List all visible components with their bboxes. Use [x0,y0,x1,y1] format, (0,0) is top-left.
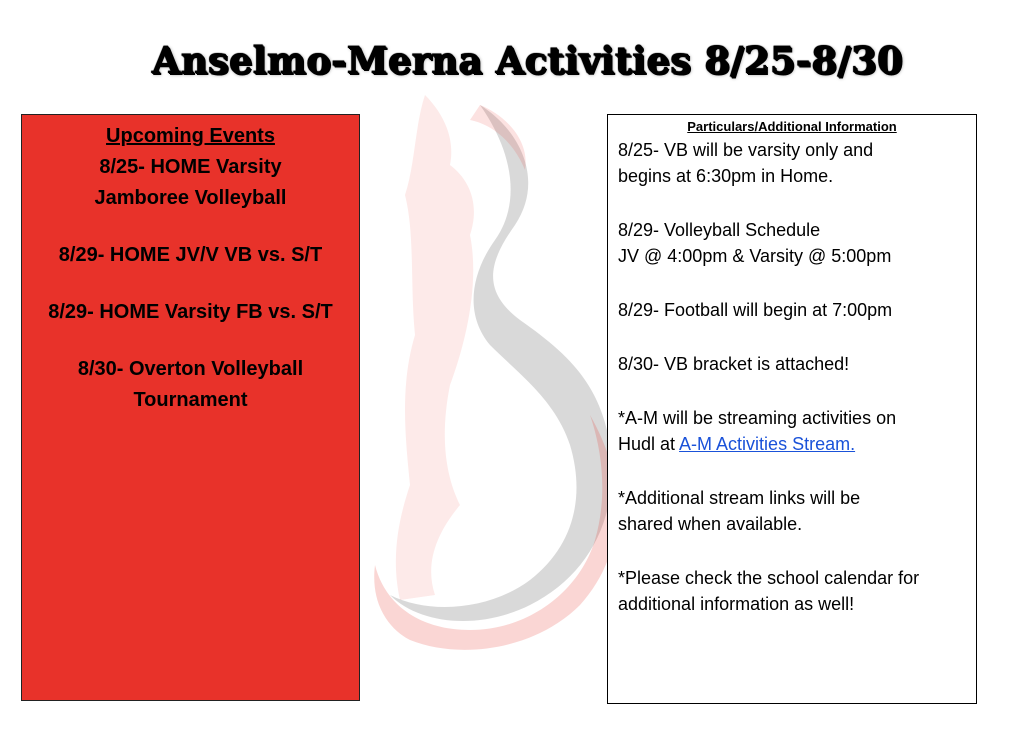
info-line: JV @ 4:00pm & Varsity @ 5:00pm [618,246,892,266]
info-line: shared when available. [618,514,803,534]
info-line: *Please check the school calendar for [618,568,920,588]
event-line: Jamboree Volleyball [94,187,287,209]
info-paragraph [618,137,966,189]
info-paragraph [618,217,966,269]
info-line: 8/30- VB bracket is attached! [618,354,850,374]
info-line: 8/29- Volleyball Schedule [618,220,821,240]
info-line: *Additional stream links will be [618,488,861,508]
event-line: Tournament [133,389,248,411]
stream-link[interactable]: A-M Activities Stream. [679,434,856,454]
event-line: 8/25- HOME Varsity [99,156,282,178]
additional-info-panel [607,114,977,704]
wolf-watermark-icon [330,85,650,675]
event-line: 8/30- Overton Volleyball [77,358,304,380]
info-text: Hudl at [618,434,680,454]
info-line: 8/29- Football will begin at 7:00pm [618,300,893,320]
info-paragraph [618,405,966,457]
info-paragraph [618,565,966,617]
info-line: begins at 6:30pm in Home. [618,166,834,186]
info-line: 8/25- VB will be varsity only and [618,140,874,160]
info-line [618,431,966,457]
additional-info-heading: Particulars/Additional Information [687,119,897,134]
info-paragraph [618,351,966,377]
upcoming-events-panel [21,114,360,701]
info-paragraph [618,297,966,323]
info-paragraph [618,485,966,537]
info-line: *A-M will be streaming activities on [618,408,897,428]
event-line: 8/29- HOME Varsity FB vs. S/T [48,301,333,323]
page-title: Anselmo-Merna Activities 8/25-8/30 [151,38,903,82]
info-line: additional information as well! [618,594,855,614]
event-line: 8/29- HOME JV/V VB vs. S/T [58,244,323,266]
upcoming-events-heading: Upcoming Events [106,125,275,147]
